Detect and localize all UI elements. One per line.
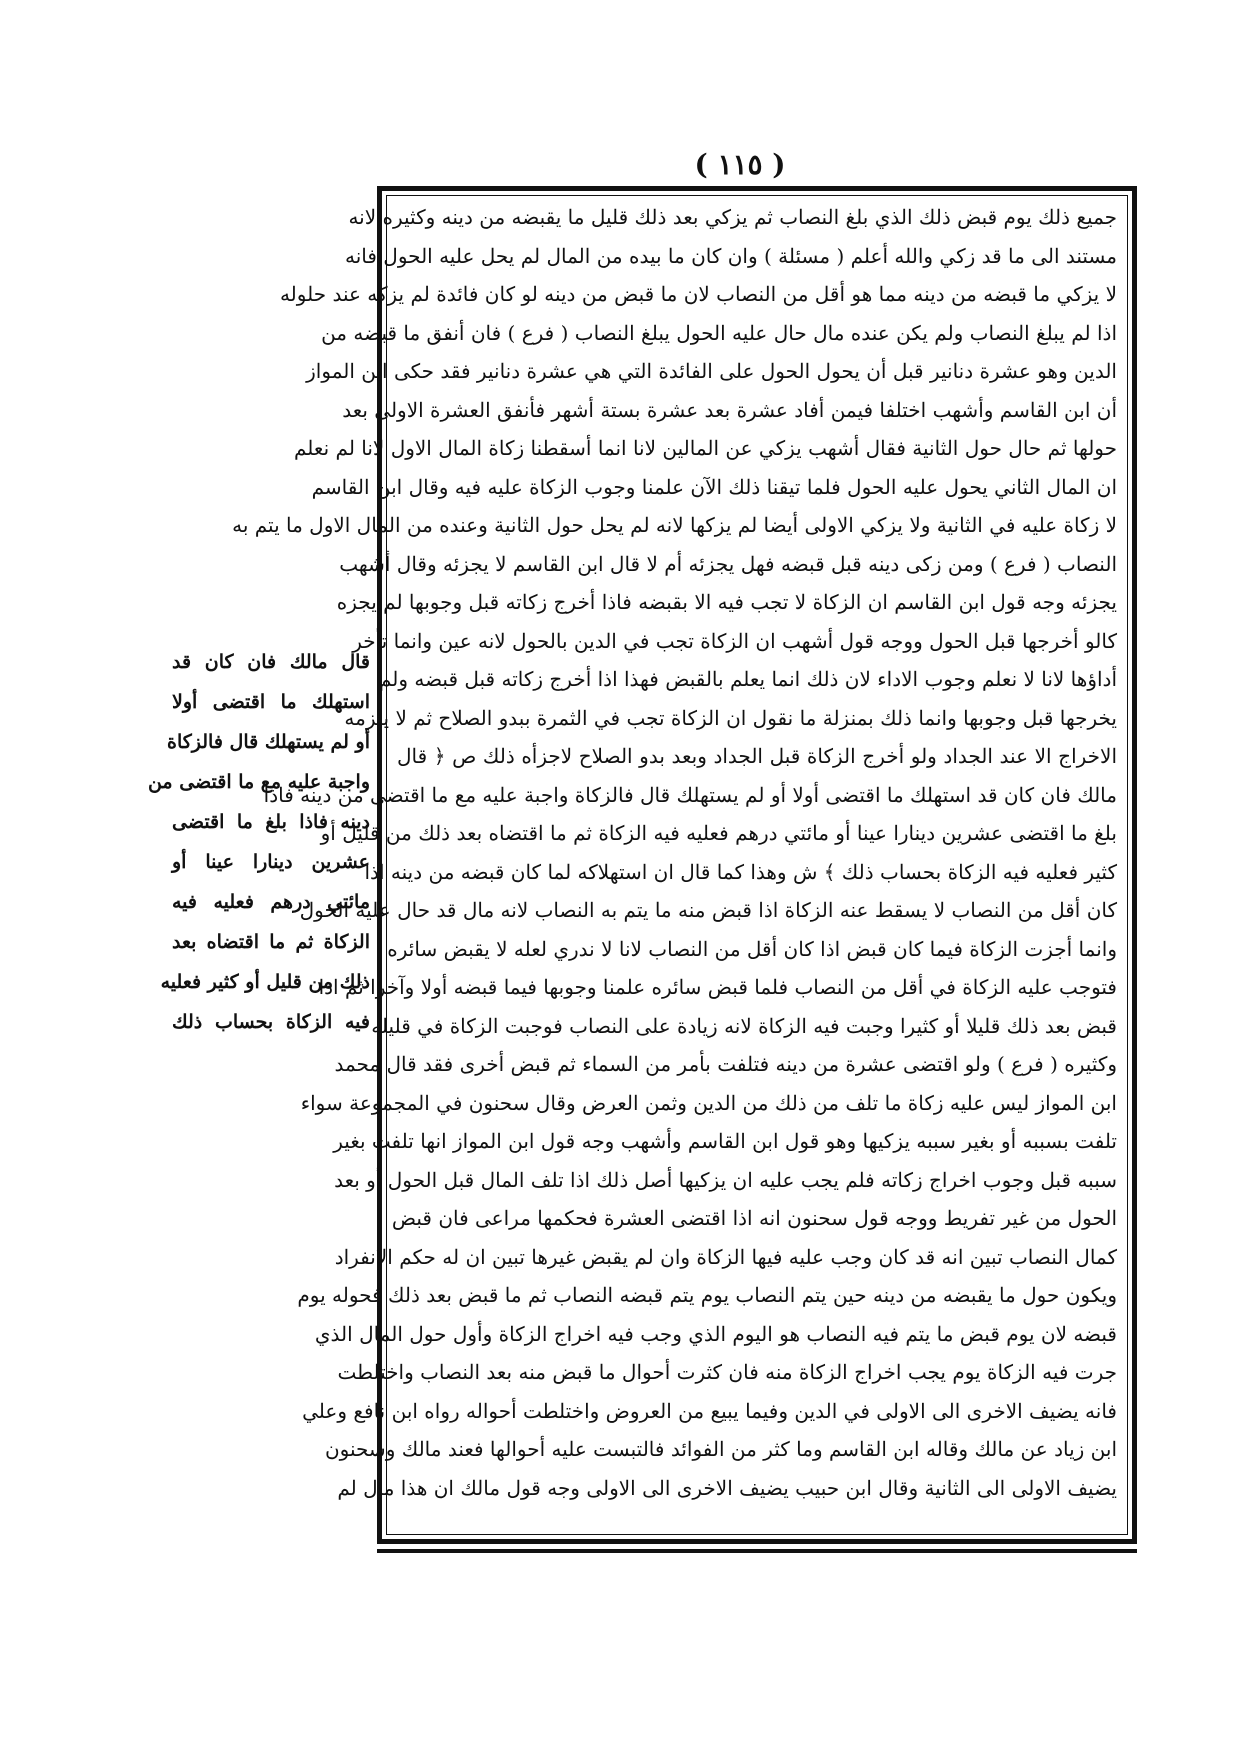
text-line: سببه قبل وجوب اخراج زكاته فلم يجب عليه ان يزكيها أصل ذلك اذا تلف المال قبل الحول أو بعد [334, 1167, 1117, 1192]
margin-line: عشرين دينارا عينا أو [172, 851, 370, 873]
text-line: فتوجب عليه الزكاة في أقل من النصاب فلما قبض سائره علمنا وجوبها فيما قبضه أولا وآخرا ثم اذا [318, 975, 1117, 999]
text-line: كان أقل من النصاب لا يسقط عنه الزكاة اذا قبض منه ما يتم به النصاب لانه مال قد حال عليه الحول [299, 898, 1117, 922]
text-line: ويكون حول ما يقبضه من دينه حين يتم النصاب يوم يتم قبضه النصاب ثم ما قبض بعد ذلك فحوله يوم [297, 1283, 1117, 1307]
margin-line: دينه فاذا بلغ ما اقتضى [172, 811, 370, 833]
text-line: أداؤها لانا لا نعلم وجوب الاداء لان ذلك انما يعلم بالقبض فهذا اذا أخرج زكاته قبل قبضه ولم [378, 667, 1117, 691]
text-line: ابن المواز ليس عليه زكاة ما تلف من ذلك من الدين وثمن العرض وقال سحنون في المجموعة سواء [300, 1090, 1117, 1115]
text-line: بلغ ما اقتضى عشرين دينارا عينا أو مائتي درهم فعليه فيه الزكاة ثم ما اقتضاه بعد ذلك من قليل أو [320, 821, 1117, 845]
text-line: يخرجها قبل وجوبها وانما ذلك بمنزلة ما نقول ان الزكاة تجب في الثمرة ببدو الصلاح ثم لا يلزمه [344, 705, 1117, 730]
text-line: مستند الى ما قد زكي والله أعلم ( مسئلة ) وان كان ما بيده من المال لم يحل عليه الحول فانه [345, 243, 1117, 268]
margin-line: الزكاة ثم ما اقتضاه بعد [172, 931, 370, 953]
text-line: كثير فعليه فيه الزكاة بحساب ذلك ﴾ ش وهذا كما قال ان استهلاكه لما كان قبضه من دينه اذا [364, 859, 1117, 884]
margin-line: مائتي درهم فعليه فيه [172, 891, 370, 913]
text-line: فانه يضيف الاخرى الى الاولى في الدين وفيما يبيع من العروض واختلطت أحواله رواه ابن نافع وعلي [302, 1398, 1117, 1423]
text-line: يضيف الاولى الى الثانية وقال ابن حبيب يضيف الاخرى الى الاولى وجه قول مالك ان هذا مال لم [337, 1475, 1117, 1500]
text-line: لا يزكي ما قبضه من دينه مما هو أقل من النصاب لان ما قبض من دينه لو كان فائدة لم يزكه عند حلوله [279, 282, 1117, 306]
text-line: النصاب ( فرع ) ومن زكى دينه قبل قبضه فهل يجزئه أم لا قال ابن القاسم لا يجزئه وقال أشهب [339, 551, 1117, 576]
text-line: كالو أخرجها قبل الحول ووجه قول أشهب ان الزكاة تجب في الدين بالحول لانه عين وانما تأخر [352, 628, 1117, 653]
text-line: وكثيره ( فرع ) ولو اقتضى عشرة من دينه فتلفت بأمر من السماء ثم قبض أخرى فقد قال محمد [334, 1052, 1117, 1076]
main-text-frame [232, 186, 1137, 1544]
text-line: كمال النصاب تبين انه قد كان وجب عليه فيها الزكاة وان لم يقبض غيرها تبين ان له حكم الانفراد [334, 1244, 1117, 1269]
text-line: حولها ثم حال حول الثانية فقال أشهب يزكي عن المالين لانا انما أسقطنا زكاة المال الاول لانا لم نعلم [294, 436, 1117, 460]
text-line: ابن زياد عن مالك وقاله ابن القاسم وما كثر من الفوائد فالتبست عليه أحوالها فعند مالك وسحنون [324, 1437, 1117, 1461]
text-line: جميع ذلك يوم قبض ذلك الذي بلغ النصاب ثم يزكي بعد ذلك قليل ما يقبضه من دينه وكثيره لانه [348, 205, 1117, 229]
text-line: اذا لم يبلغ النصاب ولم يكن عنده مال حال عليه الحول يبلغ النصاب ( فرع ) فان أنفق ما قبضه من [321, 320, 1117, 345]
margin-line: ذلك من قليل أو كثير فعليه [160, 971, 370, 993]
text-line: جرت فيه الزكاة يوم يجب اخراج الزكاة منه فان كثرت أحوال ما قبض منه بعد النصاب واختلطت [337, 1360, 1117, 1384]
text-line: أن ابن القاسم وأشهب اختلفا فيمن أفاد عشرة بعد عشرة بستة أشهر فأنفق العشرة الاولى بعد [342, 397, 1117, 422]
text-line: تلفت بسببه أو بغير سببه يزكيها وهو قول ابن القاسم وأشهب وجه قول ابن المواز انها تلفت بغير [333, 1129, 1117, 1153]
margin-line: أو لم يستهلك قال فالزكاة [167, 731, 370, 753]
text-line: قبضه لان يوم قبض ما يتم فيه النصاب هو اليوم الذي وجب فيه اخراج الزكاة وأول حول المال الذي [314, 1321, 1117, 1346]
text-line: لا زكاة عليه في الثانية ولا يزكي الاولى أيضا لم يزكها لانه لم يحل حول الثانية وعنده من المال الاول ما يتم به [232, 513, 1117, 537]
text-line: وانما أجزت الزكاة فيما كان قبض اذا كان أقل من النصاب لانا لا ندري لعله لا يقبض سائره [387, 936, 1117, 961]
text-line: مالك فان كان قد استهلك ما اقتضى أولا أو لم يستهلك قال فالزكاة واجبة عليه مع ما اقتضى من دينه فاذا [263, 782, 1117, 807]
text-line: قبض بعد ذلك قليلا أو كثيرا وجبت فيه الزكاة لانه زيادة على النصاب فوجبت الزكاة في قليله [371, 1013, 1117, 1038]
text-line: ان المال الثاني يحول عليه الحول فلما تيقنا ذلك الآن علمنا وجوب الزكاة عليه فيه وقال ابن القاسم [311, 474, 1117, 499]
text-line: الدين وهو عشرة دنانير قبل أن يحول الحول على الفائدة التي هي عشرة دنانير فقد حكى ابن المواز [306, 359, 1117, 383]
text-line: يجزئه وجه قول ابن القاسم ان الزكاة لا تجب فيه الا بقبضه فاذا أخرج زكاته قبل وجوبها لم يجزه [336, 590, 1117, 614]
margin-line: فيه الزكاة بحساب ذلك [172, 1011, 370, 1033]
margin-line: واجبة عليه مع ما اقتضى من [147, 771, 370, 793]
main-text-body [232, 195, 1128, 1535]
margin-line: استهلك ما اقتضى أولا [172, 691, 370, 713]
text-line: الحول من غير تفريط ووجه قول سحنون انه اذا اقتضى العشرة فحكمها مراعى فان قبض [391, 1206, 1117, 1230]
margin-line: قال مالك فان كان قد [172, 651, 370, 673]
text-line: الاخراج الا عند الجداد ولو أخرج الزكاة قبل الجداد وبعد بدو الصلاح لاجزأه ذلك ص ﴿ قال [397, 744, 1117, 768]
page-number: ( ١١٥ ) [694, 148, 786, 181]
